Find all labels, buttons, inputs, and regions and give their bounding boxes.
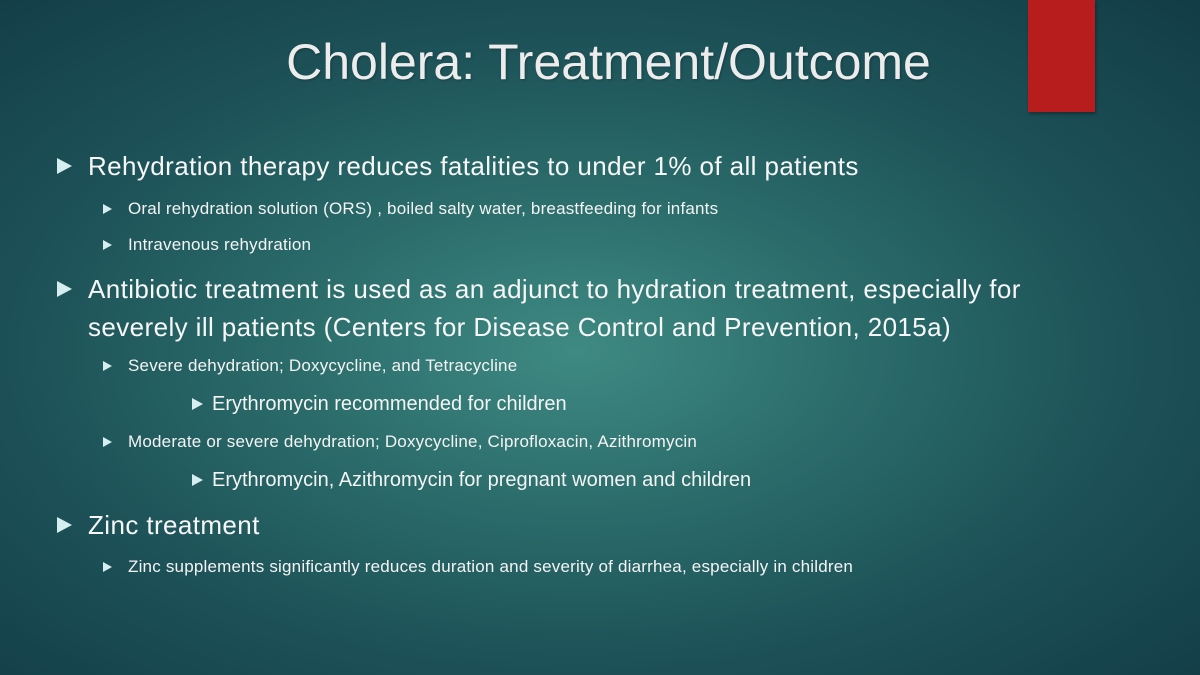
sub-sub-bullet-text: Erythromycin recommended for children: [212, 393, 567, 415]
sub-bullet-text: Zinc supplements significantly reduces duration and severity of diarrhea, especially in children: [128, 557, 854, 576]
bullet-text-line2: severely ill patients (Centers for Disease Control and Prevention, 2015a): [88, 312, 952, 342]
sub-bullet-arrow-icon: [103, 437, 112, 447]
sub-bullet-arrow-icon: [103, 240, 112, 250]
sub-sub-bullet-arrow-icon: [192, 398, 203, 410]
bullet-text: Zinc treatment: [88, 510, 260, 540]
sub-bullet-text: Moderate or severe dehydration; Doxycycline, Ciprofloxacin, Azithromycin: [128, 432, 698, 451]
sub-bullet-text: Severe dehydration; Doxycycline, and Tetracycline: [128, 356, 518, 375]
bullet-text: Rehydration therapy reduces fatalities to under 1% of all patients: [88, 151, 859, 181]
bullet-arrow-icon: [57, 158, 72, 174]
bullet-text-line1: Antibiotic treatment is used as an adjunct to hydration treatment, especially for: [88, 274, 1021, 304]
bullet-arrow-icon: [57, 517, 72, 533]
bullet-arrow-icon: [57, 281, 72, 297]
sub-bullet-arrow-icon: [103, 204, 112, 214]
sub-bullet-arrow-icon: [103, 562, 112, 572]
sub-bullet-arrow-icon: [103, 361, 112, 371]
slide-title: Cholera: Treatment/Outcome: [286, 34, 931, 90]
sub-sub-bullet-arrow-icon: [192, 474, 203, 486]
sub-sub-bullet-text: Erythromycin, Azithromycin for pregnant women and children: [212, 469, 752, 491]
sub-bullet-text: Oral rehydration solution (ORS) , boiled salty water, breastfeeding for infants: [128, 199, 719, 218]
sub-bullet-text: Intravenous rehydration: [128, 235, 312, 254]
